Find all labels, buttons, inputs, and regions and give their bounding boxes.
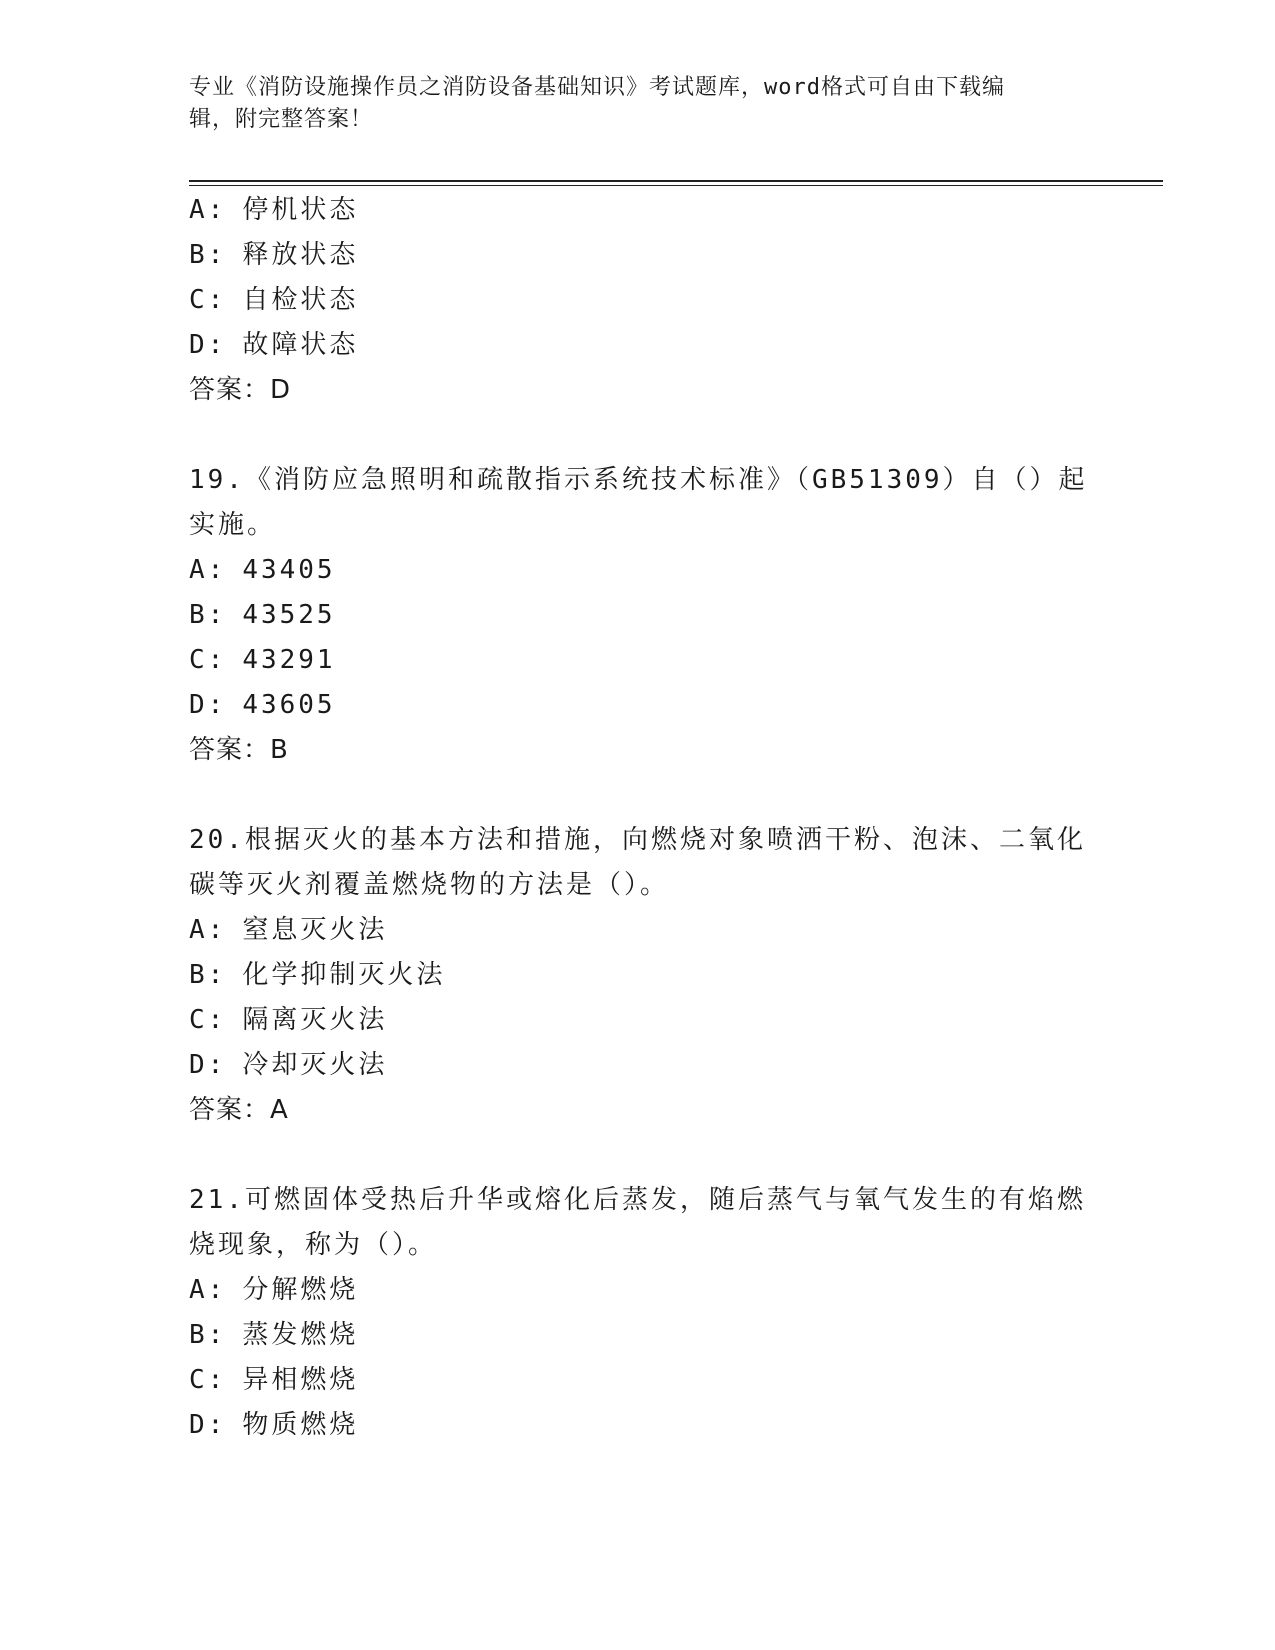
- q18-answer: 答案：D: [189, 375, 292, 405]
- q18-option-d: D: 故障状态: [189, 330, 359, 360]
- q20-option-b: B: 化学抑制灭火法: [189, 960, 446, 990]
- q19-option-d: D: 43605: [189, 690, 336, 720]
- header-divider: [189, 180, 1163, 182]
- q18-option-b: B: 释放状态: [189, 240, 359, 270]
- q21-stem-line-2: 烧现象，称为（）。: [189, 1230, 438, 1260]
- document-header: [189, 72, 1089, 136]
- q18-option-c: C: 自检状态: [189, 285, 359, 315]
- q21-option-a: A: 分解燃烧: [189, 1275, 359, 1305]
- q20-option-d: D: 冷却灭火法: [189, 1050, 388, 1080]
- q19-answer: 答案：B: [189, 735, 289, 765]
- q21-option-b: B: 蒸发燃烧: [189, 1320, 359, 1350]
- q20-option-a: A: 窒息灭火法: [189, 915, 388, 945]
- q21-option-c: C: 异相燃烧: [189, 1365, 359, 1395]
- header-line-2: 辑，附完整答案！: [189, 107, 374, 132]
- q19-option-a: A: 43405: [189, 555, 336, 585]
- q20-stem-line-2: 碳等灭火剂覆盖燃烧物的方法是（）。: [189, 870, 670, 900]
- q20-answer: 答案：A: [189, 1095, 289, 1125]
- header-line-1: 专业《消防设施操作员之消防设备基础知识》考试题库，word格式可自由下载编: [189, 75, 1005, 100]
- q20-stem-line-1: 20.根据灭火的基本方法和措施，向燃烧对象喷洒干粉、泡沫、二氧化: [189, 825, 1086, 855]
- q21-option-d: D: 物质燃烧: [189, 1410, 359, 1440]
- q18-option-a: A: 停机状态: [189, 195, 359, 225]
- q19-stem-line-1: 19.《消防应急照明和疏散指示系统技术标准》（GB51309）自（）起: [189, 465, 1088, 495]
- header-divider-thin: [189, 185, 1163, 186]
- q19-option-b: B: 43525: [189, 600, 336, 630]
- q21-stem-line-1: 21.可燃固体受热后升华或熔化后蒸发，随后蒸气与氧气发生的有焰燃: [189, 1185, 1086, 1215]
- q19-option-c: C: 43291: [189, 645, 336, 675]
- q19-stem-line-2: 实施。: [189, 510, 277, 540]
- q20-option-c: C: 隔离灭火法: [189, 1005, 388, 1035]
